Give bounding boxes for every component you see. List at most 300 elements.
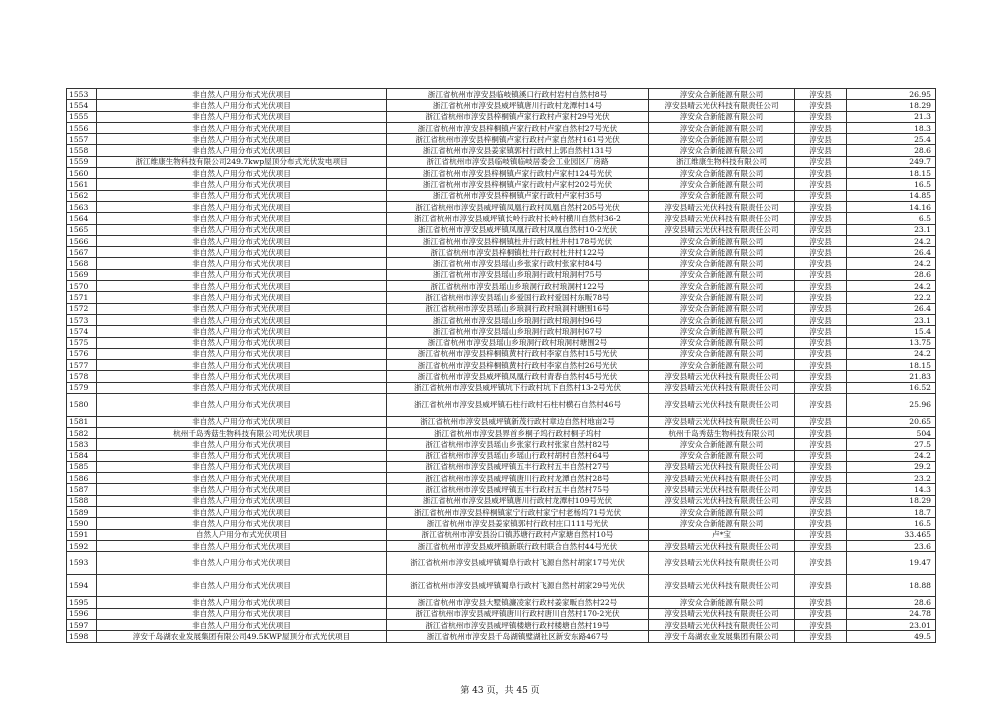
county-cell: 淳安县: [795, 156, 847, 167]
company-cell: 淳安县晴云光伏科技有限责任公司: [649, 201, 795, 212]
capacity-cell: 504: [847, 427, 936, 438]
row-number-cell: 1560: [67, 168, 97, 179]
row-number-cell: 1556: [67, 122, 97, 133]
company-cell: 淳安县晴云光伏科技有限责任公司: [649, 608, 795, 619]
county-cell: 淳安县: [795, 382, 847, 393]
company-cell: 淳安众合新能源有限公司: [649, 247, 795, 258]
address-cell: 浙江省杭州市淳安县梓桐镇黄村行政村李家自然村15号光伏: [387, 348, 649, 359]
row-number-cell: 1583: [67, 439, 97, 450]
project-name-cell: 非自然人户用分布式光伏项目: [97, 281, 387, 292]
county-cell: 淳安县: [795, 292, 847, 303]
county-cell: 淳安县: [795, 145, 847, 156]
table-row: [67, 224, 936, 235]
address-cell: 浙江省杭州市淳安县威坪镇凤凰行政村凤凰自然村10-2光伏: [387, 224, 649, 235]
company-cell: 淳安众合新能源有限公司: [649, 337, 795, 348]
project-name-cell: 非自然人户用分布式光伏项目: [97, 337, 387, 348]
table-row: [67, 303, 936, 314]
project-name-cell: 非自然人户用分布式光伏项目: [97, 303, 387, 314]
capacity-cell: 15.4: [847, 326, 936, 337]
company-cell: 淳安众合新能源有限公司: [649, 168, 795, 179]
company-cell: 淳安县晴云光伏科技有限责任公司: [649, 484, 795, 495]
project-table: [66, 88, 936, 643]
capacity-cell: 27.5: [847, 439, 936, 450]
table-row: [67, 213, 936, 224]
address-cell: 浙江省杭州市淳安县梓桐镇卢家行政村卢家村35号: [387, 190, 649, 201]
company-cell: 淳安众合新能源有限公司: [649, 190, 795, 201]
capacity-cell: 28.6: [847, 145, 936, 156]
project-name-cell: 非自然人户用分布式光伏项目: [97, 292, 387, 303]
table-row: [67, 619, 936, 630]
capacity-cell: 24.2: [847, 235, 936, 246]
address-cell: 浙江省杭州市淳安县梓桐镇杜井行政村杜井村122号: [387, 247, 649, 258]
table-row: [67, 450, 936, 461]
capacity-cell: 6.5: [847, 213, 936, 224]
page-footer: 第 43 页，共 45 页: [460, 686, 540, 696]
table-row: [67, 156, 936, 167]
company-cell: 淳安众合新能源有限公司: [649, 179, 795, 190]
address-cell: 浙江省杭州市淳安县梓桐镇卢家行政村卢家村202号光伏: [387, 179, 649, 190]
row-number-cell: 1563: [67, 201, 97, 212]
county-cell: 淳安县: [795, 540, 847, 551]
row-number-cell: 1567: [67, 247, 97, 258]
company-cell: 淳安众合新能源有限公司: [649, 506, 795, 517]
table-row: [67, 495, 936, 506]
company-cell: 淳安众合新能源有限公司: [649, 235, 795, 246]
capacity-cell: 29.2: [847, 461, 936, 472]
company-cell: 淳安众合新能源有限公司: [649, 111, 795, 122]
table-row: [67, 326, 936, 337]
county-cell: 淳安县: [795, 314, 847, 325]
table-row: [67, 122, 936, 133]
capacity-cell: 26.95: [847, 89, 936, 100]
row-number-cell: 1554: [67, 100, 97, 111]
company-cell: 淳安众合新能源有限公司: [649, 292, 795, 303]
capacity-cell: 20.65: [847, 416, 936, 427]
county-cell: 淳安县: [795, 574, 847, 597]
project-name-cell: 非自然人户用分布式光伏项目: [97, 473, 387, 484]
project-name-cell: 非自然人户用分布式光伏项目: [97, 416, 387, 427]
company-cell: 淳安县晴云光伏科技有限责任公司: [649, 540, 795, 551]
row-number-cell: 1555: [67, 111, 97, 122]
row-number-cell: 1590: [67, 518, 97, 529]
row-number-cell: 1569: [67, 269, 97, 280]
table-row: [67, 382, 936, 393]
company-cell: 淳安众合新能源有限公司: [649, 269, 795, 280]
company-cell: 淳安众合新能源有限公司: [649, 145, 795, 156]
address-cell: 浙江省杭州市淳安县威坪镇楼塘行政村楼塘自然村19号: [387, 619, 649, 630]
address-cell: 浙江省杭州市淳安县威坪镇唐川行政村龙潭村109号光伏: [387, 495, 649, 506]
company-cell: 杭州千岛秀菇生物科技有限公司: [649, 427, 795, 438]
capacity-cell: 24.2: [847, 258, 936, 269]
county-cell: 淳安县: [795, 360, 847, 371]
capacity-cell: 24.78: [847, 608, 936, 619]
row-number-cell: 1593: [67, 552, 97, 575]
company-cell: 淳安众合新能源有限公司: [649, 258, 795, 269]
county-cell: 淳安县: [795, 100, 847, 111]
project-name-cell: 非自然人户用分布式光伏项目: [97, 461, 387, 472]
table-row: [67, 111, 936, 122]
capacity-cell: 18.29: [847, 495, 936, 506]
project-name-cell: 非自然人户用分布式光伏项目: [97, 111, 387, 122]
row-number-cell: 1581: [67, 416, 97, 427]
capacity-cell: 18.29: [847, 100, 936, 111]
address-cell: 浙江省杭州市淳安县瑶山乡琅洞行政村琅洞村75号: [387, 269, 649, 280]
county-cell: 淳安县: [795, 269, 847, 280]
table-row: [67, 190, 936, 201]
capacity-cell: 23.1: [847, 314, 936, 325]
table-body: [67, 89, 936, 643]
company-cell: 淳安众合新能源有限公司: [649, 360, 795, 371]
capacity-cell: 49.5: [847, 631, 936, 642]
row-number-cell: 1557: [67, 134, 97, 145]
address-cell: 浙江省杭州市淳安县梓桐镇家宁行政村家宁村老杨坞71号光伏: [387, 506, 649, 517]
county-cell: 淳安县: [795, 111, 847, 122]
company-cell: 淳安众合新能源有限公司: [649, 134, 795, 145]
capacity-cell: 16.5: [847, 518, 936, 529]
table-row: [67, 281, 936, 292]
row-number-cell: 1587: [67, 484, 97, 495]
row-number-cell: 1598: [67, 631, 97, 642]
address-cell: 浙江省杭州市淳安县威坪镇凤凰行政村凤凰自然村205号光伏: [387, 201, 649, 212]
table-row: [67, 360, 936, 371]
project-name-cell: 浙江维康生物科技有限公司249.7kwp屋顶分布式光伏发电项目: [97, 156, 387, 167]
company-cell: 淳安众合新能源有限公司: [649, 326, 795, 337]
row-number-cell: 1596: [67, 608, 97, 619]
table-row: [67, 247, 936, 258]
capacity-cell: 23.2: [847, 473, 936, 484]
table-row: [67, 269, 936, 280]
capacity-cell: 14.3: [847, 484, 936, 495]
county-cell: 淳安县: [795, 326, 847, 337]
row-number-cell: 1592: [67, 540, 97, 551]
project-name-cell: 非自然人户用分布式光伏项目: [97, 495, 387, 506]
address-cell: 浙江省杭州市淳安县梓桐镇卢家行政村卢家自然村161号光伏: [387, 134, 649, 145]
capacity-cell: 18.7: [847, 506, 936, 517]
table-row: [67, 314, 936, 325]
row-number-cell: 1591: [67, 529, 97, 540]
address-cell: 浙江省杭州市淳安县瑶山乡张家行政村张家自然村82号: [387, 439, 649, 450]
row-number-cell: 1595: [67, 597, 97, 608]
capacity-cell: 26.4: [847, 247, 936, 258]
project-name-cell: 非自然人户用分布式光伏项目: [97, 506, 387, 517]
county-cell: 淳安县: [795, 597, 847, 608]
address-cell: 浙江省杭州市淳安县威坪镇蜀阜行政村飞源自然村胡家29号光伏: [387, 574, 649, 597]
project-name-cell: 非自然人户用分布式光伏项目: [97, 134, 387, 145]
company-cell: 淳安众合新能源有限公司: [649, 518, 795, 529]
row-number-cell: 1561: [67, 179, 97, 190]
table-row: [67, 168, 936, 179]
project-name-cell: 非自然人户用分布式光伏项目: [97, 326, 387, 337]
table-row: [67, 371, 936, 382]
address-cell: 浙江省杭州市淳安县汾口镇苏塘行政村卢家塘自然村10号: [387, 529, 649, 540]
project-name-cell: 非自然人户用分布式光伏项目: [97, 439, 387, 450]
table-row: [67, 439, 936, 450]
table-row: [67, 134, 936, 145]
capacity-cell: 28.6: [847, 269, 936, 280]
table-row: [67, 574, 936, 597]
row-number-cell: 1584: [67, 450, 97, 461]
company-cell: 淳安众合新能源有限公司: [649, 122, 795, 133]
row-number-cell: 1553: [67, 89, 97, 100]
table-row: [67, 100, 936, 111]
table-row: [67, 348, 936, 359]
table-row: [67, 529, 936, 540]
company-cell: 淳安众合新能源有限公司: [649, 348, 795, 359]
address-cell: 浙江省杭州市淳安县瑶山乡琅洞行政村琅洞村67号: [387, 326, 649, 337]
county-cell: 淳安县: [795, 371, 847, 382]
county-cell: 淳安县: [795, 529, 847, 540]
county-cell: 淳安县: [795, 134, 847, 145]
row-number-cell: 1578: [67, 371, 97, 382]
table-row: [67, 631, 936, 642]
county-cell: 淳安县: [795, 427, 847, 438]
company-cell: 淳安县晴云光伏科技有限责任公司: [649, 371, 795, 382]
company-cell: 淳安县晴云光伏科技有限责任公司: [649, 552, 795, 575]
table-row: [67, 201, 936, 212]
row-number-cell: 1588: [67, 495, 97, 506]
row-number-cell: 1558: [67, 145, 97, 156]
capacity-cell: 23.01: [847, 619, 936, 630]
company-cell: 卢*宝: [649, 529, 795, 540]
project-name-cell: 非自然人户用分布式光伏项目: [97, 100, 387, 111]
row-number-cell: 1580: [67, 394, 97, 417]
project-name-cell: 非自然人户用分布式光伏项目: [97, 224, 387, 235]
company-cell: 淳安县晴云光伏科技有限责任公司: [649, 416, 795, 427]
company-cell: 淳安千岛湖农业发展集团有限公司: [649, 631, 795, 642]
capacity-cell: 13.75: [847, 337, 936, 348]
address-cell: 浙江省杭州市淳安县威坪镇唐川行政村龙潭村14号: [387, 100, 649, 111]
address-cell: 浙江省杭州市淳安县威坪镇坑下行政村坑下自然村13-2号光伏: [387, 382, 649, 393]
table-row: [67, 461, 936, 472]
row-number-cell: 1582: [67, 427, 97, 438]
table-row: [67, 337, 936, 348]
address-cell: 浙江省杭州市淳安县威坪镇凤凰行政村青春自然村45号光伏: [387, 371, 649, 382]
table-row: [67, 292, 936, 303]
project-name-cell: 非自然人户用分布式光伏项目: [97, 552, 387, 575]
row-number-cell: 1559: [67, 156, 97, 167]
row-number-cell: 1579: [67, 382, 97, 393]
county-cell: 淳安县: [795, 394, 847, 417]
capacity-cell: 24.2: [847, 450, 936, 461]
capacity-cell: 14.16: [847, 201, 936, 212]
project-name-cell: 非自然人户用分布式光伏项目: [97, 360, 387, 371]
capacity-cell: 25.4: [847, 134, 936, 145]
row-number-cell: 1571: [67, 292, 97, 303]
county-cell: 淳安县: [795, 461, 847, 472]
county-cell: 淳安县: [795, 416, 847, 427]
project-name-cell: 非自然人户用分布式光伏项目: [97, 247, 387, 258]
table-row: [67, 484, 936, 495]
capacity-cell: 249.7: [847, 156, 936, 167]
table-row: [67, 179, 936, 190]
project-name-cell: 非自然人户用分布式光伏项目: [97, 145, 387, 156]
capacity-cell: 24.2: [847, 281, 936, 292]
county-cell: 淳安县: [795, 348, 847, 359]
company-cell: 淳安县晴云光伏科技有限责任公司: [649, 574, 795, 597]
company-cell: 淳安县晴云光伏科技有限责任公司: [649, 619, 795, 630]
project-name-cell: 非自然人户用分布式光伏项目: [97, 179, 387, 190]
row-number-cell: 1564: [67, 213, 97, 224]
county-cell: 淳安县: [795, 506, 847, 517]
county-cell: 淳安县: [795, 619, 847, 630]
project-name-cell: 非自然人户用分布式光伏项目: [97, 540, 387, 551]
table-row: [67, 608, 936, 619]
project-name-cell: 非自然人户用分布式光伏项目: [97, 213, 387, 224]
row-number-cell: 1586: [67, 473, 97, 484]
row-number-cell: 1585: [67, 461, 97, 472]
company-cell: 淳安众合新能源有限公司: [649, 314, 795, 325]
capacity-cell: 18.3: [847, 122, 936, 133]
address-cell: 浙江省杭州市淳安县临岐镇溪口行政村岩村自然村8号: [387, 89, 649, 100]
address-cell: 浙江省杭州市淳安县梓桐镇黄村行政村李家自然村26号光伏: [387, 360, 649, 371]
county-cell: 淳安县: [795, 201, 847, 212]
capacity-cell: 18.15: [847, 168, 936, 179]
row-number-cell: 1565: [67, 224, 97, 235]
address-cell: 浙江省杭州市淳安县威坪镇新联行政村联合自然村44号光伏: [387, 540, 649, 551]
row-number-cell: 1577: [67, 360, 97, 371]
row-number-cell: 1573: [67, 314, 97, 325]
address-cell: 浙江省杭州市淳安县梓桐镇卢家行政村卢家村29号光伏: [387, 111, 649, 122]
table-row: [67, 145, 936, 156]
capacity-cell: 21.83: [847, 371, 936, 382]
county-cell: 淳安县: [795, 281, 847, 292]
table-row: [67, 416, 936, 427]
company-cell: 淳安众合新能源有限公司: [649, 439, 795, 450]
capacity-cell: 19.47: [847, 552, 936, 575]
address-cell: 浙江省杭州市淳安县威坪镇唐川行政村唐川自然村170-2光伏: [387, 608, 649, 619]
company-cell: 淳安县晴云光伏科技有限责任公司: [649, 382, 795, 393]
capacity-cell: 23.1: [847, 224, 936, 235]
address-cell: 浙江省杭州市淳安县威坪镇五丰行政村五丰自然村75号: [387, 484, 649, 495]
county-cell: 淳安县: [795, 122, 847, 133]
company-cell: 淳安县晴云光伏科技有限责任公司: [649, 213, 795, 224]
row-number-cell: 1566: [67, 235, 97, 246]
table-row: [67, 540, 936, 551]
address-cell: 浙江省杭州市淳安县瑶山乡琅洞行政村琅洞村96号: [387, 314, 649, 325]
address-cell: 浙江省杭州市淳安县瑶山乡爱国行政村爱国村东畈78号: [387, 292, 649, 303]
project-name-cell: 非自然人户用分布式光伏项目: [97, 122, 387, 133]
company-cell: 淳安众合新能源有限公司: [649, 281, 795, 292]
project-name-cell: 非自然人户用分布式光伏项目: [97, 89, 387, 100]
address-cell: 浙江省杭州市淳安县临岐镇临岐居委会工业园区厂房路: [387, 156, 649, 167]
row-number-cell: 1597: [67, 619, 97, 630]
row-number-cell: 1562: [67, 190, 97, 201]
project-name-cell: 非自然人户用分布式光伏项目: [97, 608, 387, 619]
address-cell: 浙江省杭州市淳安县姜家镇郭村行政村庄口111号光伏: [387, 518, 649, 529]
table-row: [67, 258, 936, 269]
address-cell: 浙江省杭州市淳安县梓桐镇卢家行政村卢家自然村27号光伏: [387, 122, 649, 133]
address-cell: 浙江省杭州市淳安县界首乡桐子坞行政村桐子坞村: [387, 427, 649, 438]
company-cell: 淳安县晴云光伏科技有限责任公司: [649, 100, 795, 111]
county-cell: 淳安县: [795, 608, 847, 619]
county-cell: 淳安县: [795, 337, 847, 348]
company-cell: 淳安众合新能源有限公司: [649, 450, 795, 461]
address-cell: 浙江省杭州市淳安县梓桐镇卢家行政村卢家村124号光伏: [387, 168, 649, 179]
address-cell: 浙江省杭州市淳安县瑶山乡琅洞行政村琅洞村塘围2号: [387, 337, 649, 348]
address-cell: 浙江省杭州市淳安县威坪镇石柱行政村石柱村横石自然村46号: [387, 394, 649, 417]
county-cell: 淳安县: [795, 168, 847, 179]
project-name-cell: 非自然人户用分布式光伏项目: [97, 450, 387, 461]
address-cell: 浙江省杭州市淳安县威坪镇五丰行政村五丰自然村27号: [387, 461, 649, 472]
company-cell: 淳安众合新能源有限公司: [649, 303, 795, 314]
project-name-cell: 非自然人户用分布式光伏项目: [97, 619, 387, 630]
project-name-cell: 非自然人户用分布式光伏项目: [97, 484, 387, 495]
address-cell: 浙江省杭州市淳安县梓桐镇杜井行政村杜井村178号光伏: [387, 235, 649, 246]
address-cell: 浙江省杭州市淳安县大墅镇濂凌家行政村姜家畈自然村22号: [387, 597, 649, 608]
address-cell: 浙江省杭州市淳安县威坪镇蜀阜行政村飞源自然村胡家17号光伏: [387, 552, 649, 575]
project-name-cell: 杭州千岛秀菇生物科技有限公司光伏项目: [97, 427, 387, 438]
county-cell: 淳安县: [795, 518, 847, 529]
capacity-cell: 28.6: [847, 597, 936, 608]
company-cell: 淳安县晴云光伏科技有限责任公司: [649, 224, 795, 235]
project-name-cell: 非自然人户用分布式光伏项目: [97, 258, 387, 269]
capacity-cell: 22.2: [847, 292, 936, 303]
county-cell: 淳安县: [795, 190, 847, 201]
address-cell: 浙江省杭州市淳安县瑶山乡琅洞行政村琅洞村塘围16号: [387, 303, 649, 314]
county-cell: 淳安县: [795, 631, 847, 642]
row-number-cell: 1574: [67, 326, 97, 337]
project-name-cell: 非自然人户用分布式光伏项目: [97, 348, 387, 359]
county-cell: 淳安县: [795, 258, 847, 269]
county-cell: 淳安县: [795, 303, 847, 314]
company-cell: 淳安县晴云光伏科技有限责任公司: [649, 495, 795, 506]
county-cell: 淳安县: [795, 224, 847, 235]
address-cell: 浙江省杭州市淳安县千岛湖镇璧湖社区新安东路467号: [387, 631, 649, 642]
capacity-cell: 33.465: [847, 529, 936, 540]
capacity-cell: 16.5: [847, 179, 936, 190]
county-cell: 淳安县: [795, 450, 847, 461]
company-cell: 淳安县晴云光伏科技有限责任公司: [649, 473, 795, 484]
capacity-cell: 18.15: [847, 360, 936, 371]
row-number-cell: 1568: [67, 258, 97, 269]
company-cell: 淳安众合新能源有限公司: [649, 597, 795, 608]
project-name-cell: 非自然人户用分布式光伏项目: [97, 518, 387, 529]
address-cell: 浙江省杭州市淳安县姜家镇郭村行政村上郭自然村131号: [387, 145, 649, 156]
row-number-cell: 1572: [67, 303, 97, 314]
table-row: [67, 427, 936, 438]
capacity-cell: 23.6: [847, 540, 936, 551]
capacity-cell: 26.4: [847, 303, 936, 314]
address-cell: 浙江省杭州市淳安县威坪镇新茂行政村章边自然村地亩2号: [387, 416, 649, 427]
project-name-cell: 非自然人户用分布式光伏项目: [97, 168, 387, 179]
address-cell: 浙江省杭州市淳安县瑶山乡张家行政村张家村84号: [387, 258, 649, 269]
capacity-cell: 25.96: [847, 394, 936, 417]
table-row: [67, 235, 936, 246]
company-cell: 淳安众合新能源有限公司: [649, 89, 795, 100]
project-name-cell: 非自然人户用分布式光伏项目: [97, 269, 387, 280]
county-cell: 淳安县: [795, 473, 847, 484]
table-row: [67, 518, 936, 529]
project-name-cell: 自然人户用分布式光伏项目: [97, 529, 387, 540]
row-number-cell: 1589: [67, 506, 97, 517]
row-number-cell: 1570: [67, 281, 97, 292]
row-number-cell: 1594: [67, 574, 97, 597]
project-name-cell: 非自然人户用分布式光伏项目: [97, 201, 387, 212]
address-cell: 浙江省杭州市淳安县瑶山乡琅洞行政村琅洞村122号: [387, 281, 649, 292]
company-cell: 淳安县晴云光伏科技有限责任公司: [649, 461, 795, 472]
project-name-cell: 非自然人户用分布式光伏项目: [97, 190, 387, 201]
table-row: [67, 552, 936, 575]
capacity-cell: 14.85: [847, 190, 936, 201]
county-cell: 淳安县: [795, 179, 847, 190]
county-cell: 淳安县: [795, 552, 847, 575]
address-cell: 浙江省杭州市淳安县威坪镇长岭行政村长岭村横川自然村36-2: [387, 213, 649, 224]
capacity-cell: 21.3: [847, 111, 936, 122]
table-row: [67, 394, 936, 417]
county-cell: 淳安县: [795, 235, 847, 246]
row-number-cell: 1576: [67, 348, 97, 359]
project-name-cell: 淳安千岛湖农业发展集团有限公司49.5KWP屋顶分布式光伏项目: [97, 631, 387, 642]
